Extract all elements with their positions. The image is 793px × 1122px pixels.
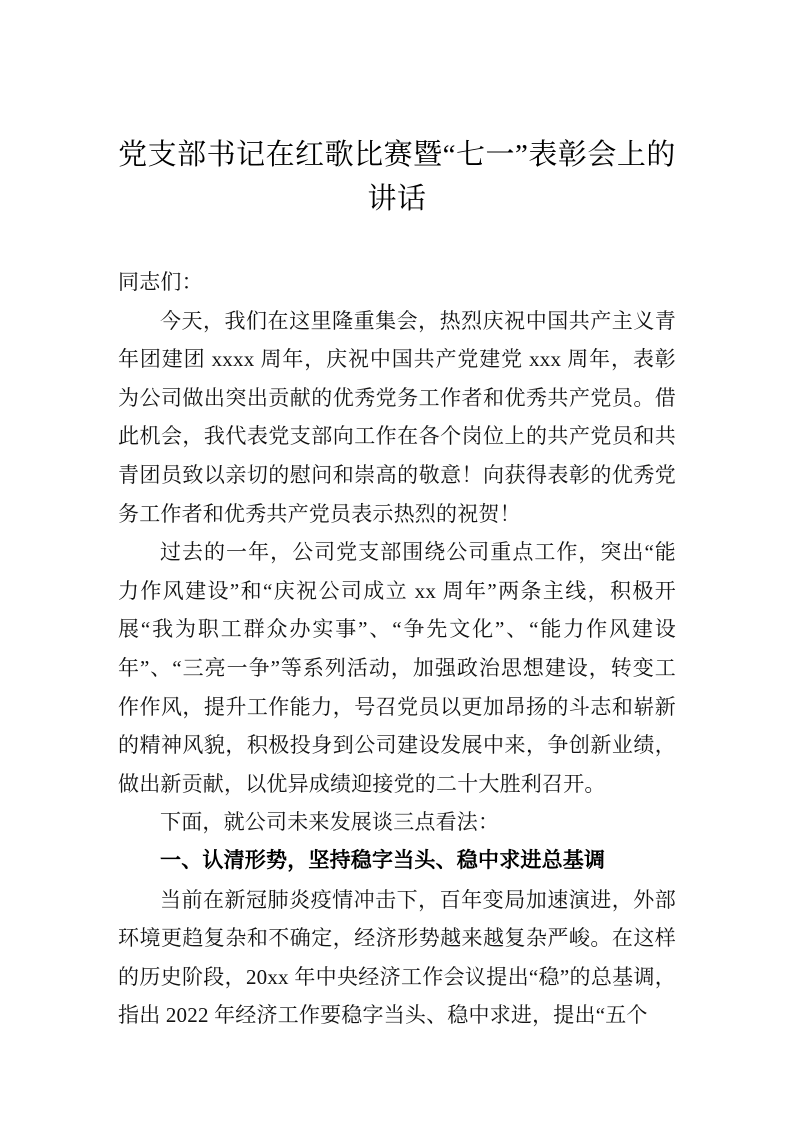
title-spacer — [118, 221, 676, 263]
body-paragraph-1: 今天，我们在这里隆重集会，热烈庆祝中国共产主义青年团建团 xxxx 周年，庆祝中国共产党建党 xxx 周年，表彰为公司做出突出贡献的优秀党务工作者和优秀共产党员。借此机会，我代表党支部向工作在各个岗位上的共产党员和共青团员致以亲切的慰问和崇高的敬意！向获得表彰的优秀党务工作者和优秀共产党员表示热烈的祝贺！ — [118, 308, 676, 526]
section-heading-1: 一、认清形势，坚持稳字当头、稳中求进总基调 — [160, 848, 606, 872]
document-content — [118, 133, 676, 1035]
page-title: 党支部书记在红歌比赛暨“七一”表彰会上的讲话 — [118, 139, 676, 215]
body-paragraph-2: 过去的一年，公司党支部围绕公司重点工作，突出“能力作风建设”和“庆祝公司成立 xx 周年”两条主线，积极开展“我为职工群众办实事”、“争先文化”、“能力作风建设年”、“三亮一争”等系列活动，加强政治思想建设，转变工作作风，提升工作能力，号召党员以更加昂扬的斗志和崭新的精神风貌，积极投身到公司建设发展中来，争创新业绩，做出新贡献，以优异成绩迎接党的二十大胜利召开。 — [118, 540, 676, 796]
salutation: 同志们： — [118, 270, 203, 294]
body-paragraph-3: 下面，就公司未来发展谈三点看法： — [160, 810, 500, 835]
section-body-paragraph-1: 当前在新冠肺炎疫情冲击下，百年变局加速演进，外部环境更趋复杂和不确定，经济形势越来越复杂严峻。在这样的历史阶段，20xx 年中央经济工作会议提出“稳”的总基调，指出 2022 年经济工作要稳字当头、稳中求进，提出“五个 — [118, 887, 676, 1028]
